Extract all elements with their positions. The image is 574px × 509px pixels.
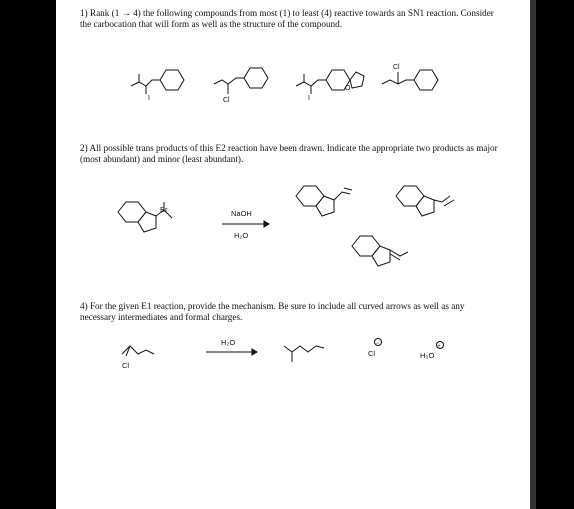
compound-1 [131,70,184,102]
chlorine-label-4: Cl [393,64,400,71]
iodine-label-3: I [308,95,310,102]
bromine-label: Br [160,205,168,214]
e2-product-3 [352,236,408,266]
chlorine-label: Cl [223,97,230,104]
hydronium-ion [420,342,444,361]
positive-charge: + [437,344,441,350]
e1-reaction-arrow [206,338,257,355]
oxygen-label: O [345,85,351,92]
reagent-water: H₂O [234,231,249,240]
iodine-label: I [148,95,150,102]
compound-2 [214,68,268,104]
chloride-label: Cl [368,349,376,358]
e1-product [284,346,324,362]
document-page [56,0,530,509]
question-1-structures [56,0,530,509]
compound-3 [296,70,364,102]
e2-reactant [118,202,172,232]
hydronium-label: H₃O [420,351,435,360]
reagent-naoh: NaOH [231,209,252,218]
question-1-text: 1) Rank (1 → 4) the following compounds from most (1) to least (4) reactive towards an SN1 reaction. Consider the carbocation that will form as well as the structure of the compound. [80,8,494,29]
reagent-water-e1: H₂O [221,338,236,347]
e2-product-2 [396,186,454,216]
e2-product-1 [296,186,352,216]
page-edge-shadow [530,0,536,509]
chloride-ion [368,339,382,359]
question-4-text: 4) For the given E1 reaction, provide the mechanism. Be sure to include all curved arrows as well as any necessary intermediates and formal charges. [80,301,465,322]
e2-reaction-arrow [222,209,269,240]
negative-charge: − [375,341,380,347]
chlorine-label-e1: Cl [122,361,130,370]
e1-reactant [122,346,154,370]
question-2-text: 2) All possible trans products of this E2 reaction have been drawn. Indicate the appropriate two products as major (most abundant) and minor (least abundant). [80,143,498,164]
compound-4 [382,64,438,90]
